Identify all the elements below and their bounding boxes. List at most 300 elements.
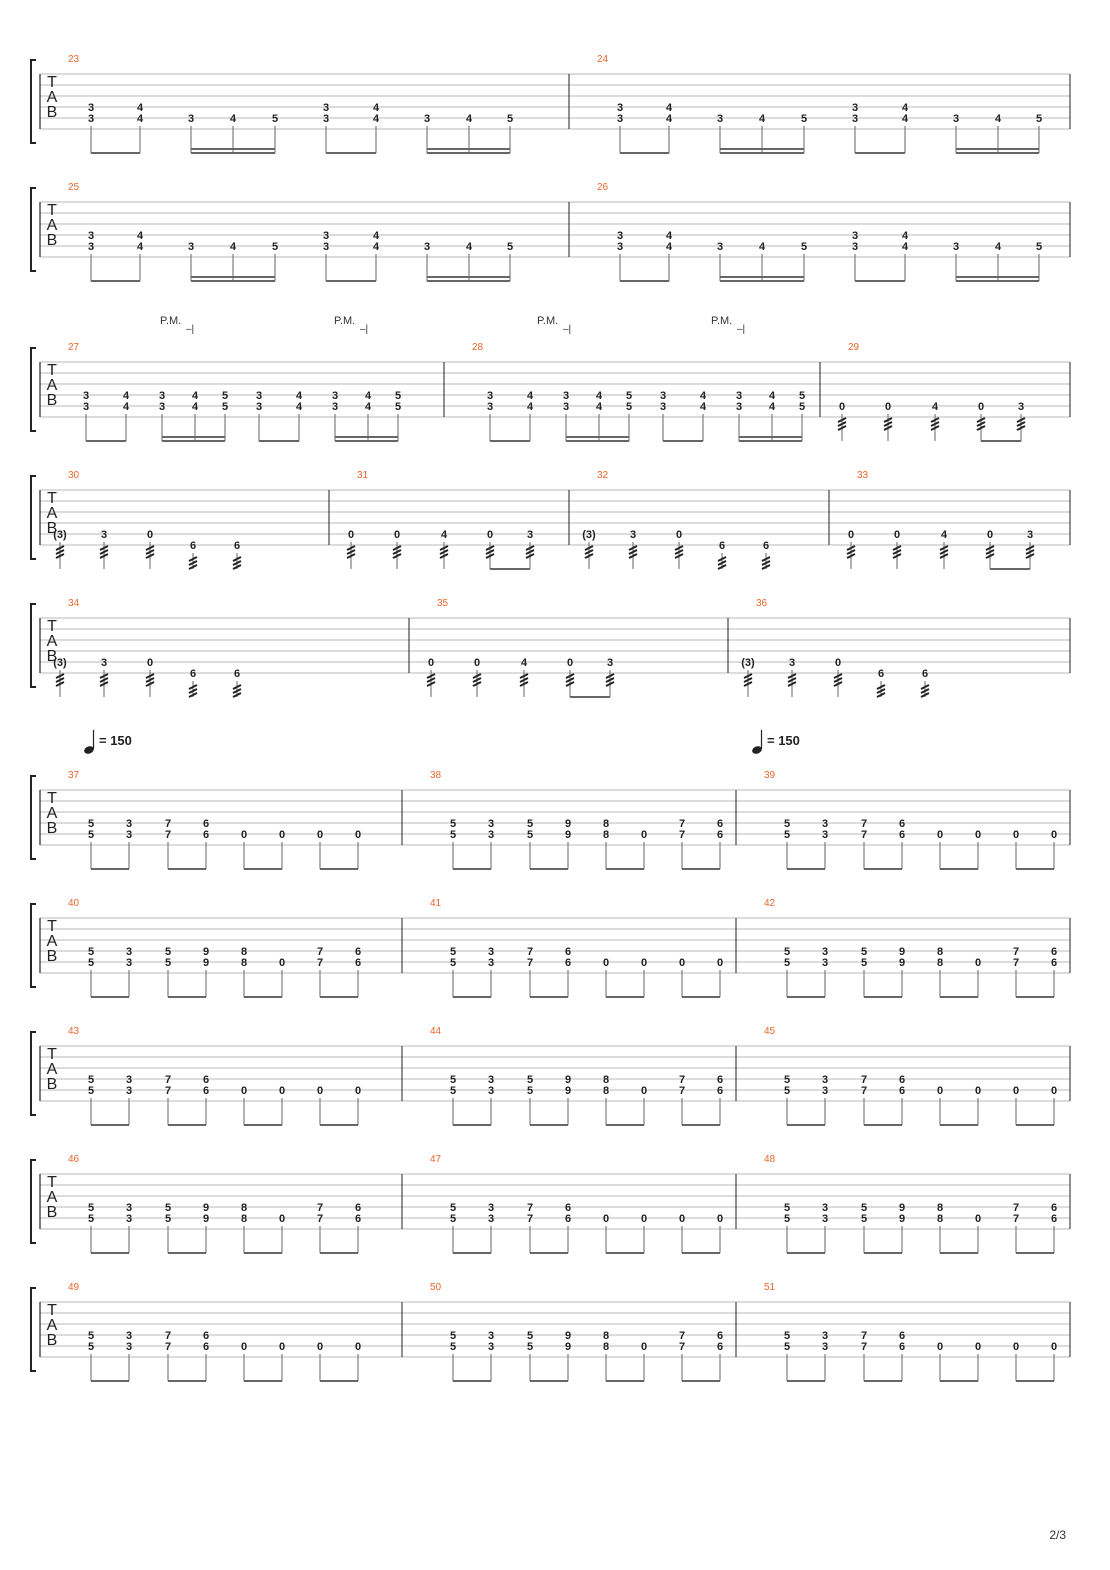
fret-number: 5 [449, 957, 457, 969]
fret-number: 3 [125, 1341, 133, 1353]
fret-number: 6 [716, 1085, 724, 1097]
fret-number: 0 [974, 1085, 982, 1097]
fret-number: 5 [783, 1341, 791, 1353]
fret-number: 3 [851, 102, 859, 114]
fret-number: 3 [487, 1213, 495, 1225]
fret-number: 8 [602, 1085, 610, 1097]
fret-number: 5 [394, 390, 402, 402]
fret-number: 9 [898, 946, 906, 958]
measure-number: 39 [764, 770, 776, 781]
fret-number: 5 [526, 1330, 534, 1342]
fret-number: 0 [354, 1341, 362, 1353]
measure-number: 45 [764, 1026, 776, 1037]
fret-number: 6 [1050, 957, 1058, 969]
fret-number: 6 [877, 668, 885, 680]
palm-mute-end: –| [563, 324, 572, 335]
fret-number: 3 [255, 401, 263, 413]
fret-number: 6 [716, 818, 724, 830]
fret-number: 0 [602, 1213, 610, 1225]
system-bracket [31, 776, 36, 859]
fret-number: 4 [595, 390, 603, 402]
fret-number: 0 [278, 957, 286, 969]
fret-number: 4 [372, 230, 380, 242]
measure-number: 35 [437, 598, 449, 609]
fret-number: 4 [768, 390, 776, 402]
fret-number: 5 [526, 829, 534, 841]
fret-number: 9 [202, 957, 210, 969]
measure-number: 48 [764, 1154, 776, 1165]
fret-number: 6 [921, 668, 929, 680]
fret-number: 3 [125, 1213, 133, 1225]
fret-number: 4 [526, 401, 534, 413]
fret-number: 3 [158, 401, 166, 413]
measure-number: 23 [68, 54, 80, 65]
fret-number: 3 [821, 818, 829, 830]
fret-number: 7 [316, 1202, 324, 1214]
measure-number: 51 [764, 1282, 776, 1293]
fret-number: 7 [164, 818, 172, 830]
fret-number: 9 [564, 1341, 572, 1353]
fret-number: 5 [783, 1074, 791, 1086]
fret-number: 0 [427, 657, 435, 669]
fret-number: 0 [1012, 1341, 1020, 1353]
fret-number: 8 [602, 829, 610, 841]
fret-number: 4 [758, 113, 766, 125]
fret-number: 5 [526, 1074, 534, 1086]
fret-number: 6 [354, 957, 362, 969]
fret-number: 5 [526, 1341, 534, 1353]
fret-number: 3 [125, 829, 133, 841]
fret-number: 4 [901, 241, 909, 253]
fret-number: 5 [87, 1085, 95, 1097]
measure-number: 49 [68, 1282, 80, 1293]
tab-clef-letter: A [46, 1061, 58, 1078]
fret-number: 4 [136, 241, 144, 253]
fret-number: 4 [520, 657, 528, 669]
fret-number: 8 [240, 1213, 248, 1225]
fret-number: 0 [977, 401, 985, 413]
fret-number: 0 [278, 1085, 286, 1097]
fret-number: 7 [678, 1074, 686, 1086]
fret-number: 3 [616, 113, 624, 125]
fret-number: 3 [735, 390, 743, 402]
fret-number: 4 [364, 390, 372, 402]
fret-number: 6 [564, 946, 572, 958]
fret-number: 0 [974, 957, 982, 969]
system-bracket [31, 476, 36, 559]
fret-number: 0 [354, 1085, 362, 1097]
palm-mute-label: P.M. [537, 315, 559, 327]
fret-number: 0 [838, 401, 846, 413]
fret-number: 0 [1050, 1341, 1058, 1353]
fret-number: 3 [322, 113, 330, 125]
fret-number: 8 [936, 957, 944, 969]
tab-clef-letter: T [47, 1302, 57, 1319]
fret-number: 4 [191, 390, 199, 402]
fret-number: (3) [53, 529, 67, 541]
fret-number: 9 [898, 1202, 906, 1214]
fret-number: 9 [564, 1330, 572, 1342]
fret-number: 3 [821, 946, 829, 958]
fret-number: 6 [898, 1074, 906, 1086]
measure-number: 28 [472, 342, 484, 353]
fret-number: 0 [716, 957, 724, 969]
fret-number: 6 [898, 1085, 906, 1097]
fret-number: 5 [449, 818, 457, 830]
fret-number: 4 [372, 102, 380, 114]
fret-number: 3 [851, 241, 859, 253]
fret-number: 4 [994, 113, 1002, 125]
fret-number: 5 [221, 401, 229, 413]
fret-number: 3 [562, 390, 570, 402]
fret-number: 7 [860, 1330, 868, 1342]
fret-number: 6 [202, 1074, 210, 1086]
fret-number: 0 [486, 529, 494, 541]
fret-number: 4 [665, 241, 673, 253]
measure-number: 36 [756, 598, 768, 609]
fret-number: 6 [716, 1341, 724, 1353]
fret-number: 7 [526, 946, 534, 958]
measure-number: 50 [430, 1282, 442, 1293]
fret-number: 8 [602, 1341, 610, 1353]
fret-number: 3 [125, 818, 133, 830]
palm-mute-label: P.M. [160, 315, 182, 327]
fret-number: 4 [122, 401, 130, 413]
fret-number: 5 [860, 946, 868, 958]
fret-number: 5 [87, 1330, 95, 1342]
fret-number: 3 [125, 946, 133, 958]
fret-number: 0 [278, 1341, 286, 1353]
fret-number: 4 [901, 113, 909, 125]
fret-number: 4 [136, 113, 144, 125]
fret-number: 5 [449, 1341, 457, 1353]
fret-number: 4 [191, 401, 199, 413]
system-bracket [31, 188, 36, 271]
fret-number: 4 [122, 390, 130, 402]
fret-number: 4 [758, 241, 766, 253]
fret-number: 3 [487, 818, 495, 830]
fret-number: 4 [994, 241, 1002, 253]
fret-number: 3 [322, 241, 330, 253]
palm-mute-end: –| [360, 324, 369, 335]
fret-number: 6 [716, 1074, 724, 1086]
fret-number: 5 [625, 401, 633, 413]
fret-number: 3 [659, 401, 667, 413]
fret-number: 5 [783, 1085, 791, 1097]
fret-number: 5 [798, 401, 806, 413]
fret-number: 5 [1035, 241, 1043, 253]
fret-number: 5 [449, 1085, 457, 1097]
fret-number: 0 [974, 1213, 982, 1225]
fret-number: 3 [87, 102, 95, 114]
fret-number: 3 [322, 230, 330, 242]
palm-mute-label: P.M. [334, 315, 356, 327]
fret-number: 0 [986, 529, 994, 541]
fret-number: 8 [936, 946, 944, 958]
fret-number: 3 [187, 241, 195, 253]
fret-number: 4 [665, 230, 673, 242]
fret-number: 6 [189, 540, 197, 552]
fret-number: 7 [1012, 1202, 1020, 1214]
fret-number: 3 [851, 230, 859, 242]
fret-number: 5 [800, 241, 808, 253]
fret-number: 3 [125, 1202, 133, 1214]
fret-number: 5 [506, 241, 514, 253]
fret-number: 5 [526, 1085, 534, 1097]
fret-number: 9 [564, 1074, 572, 1086]
measure-number: 40 [68, 898, 80, 909]
tab-clef-letter: A [46, 933, 58, 950]
fret-number: 4 [295, 401, 303, 413]
fret-number: 3 [659, 390, 667, 402]
fret-number: 0 [278, 1213, 286, 1225]
system-bracket [31, 904, 36, 987]
fret-number: 5 [783, 1330, 791, 1342]
tab-clef-letter: A [46, 633, 58, 650]
page-number: 2/3 [1049, 1528, 1066, 1542]
fret-number: 8 [602, 1074, 610, 1086]
fret-number: 5 [87, 818, 95, 830]
fret-number: 4 [768, 401, 776, 413]
tab-clef-letter: T [47, 490, 57, 507]
fret-number: 6 [354, 946, 362, 958]
measure-number: 32 [597, 470, 609, 481]
fret-number: 3 [322, 102, 330, 114]
tab-clef-letter: A [46, 1189, 58, 1206]
fret-number: 4 [665, 102, 673, 114]
fret-number: 0 [1012, 829, 1020, 841]
tab-clef-letter: B [46, 104, 58, 121]
fret-number: 5 [625, 390, 633, 402]
fret-number: 3 [821, 829, 829, 841]
fret-number: 4 [440, 529, 448, 541]
tab-clef-letter: T [47, 362, 57, 379]
fret-number: 3 [87, 113, 95, 125]
fret-number: 5 [221, 390, 229, 402]
fret-number: 3 [562, 401, 570, 413]
fret-number: 0 [354, 829, 362, 841]
fret-number: 7 [316, 957, 324, 969]
fret-number: 6 [716, 1330, 724, 1342]
fret-number: 3 [125, 957, 133, 969]
fret-number: 3 [486, 390, 494, 402]
fret-number: 0 [640, 829, 648, 841]
tab-clef-letter: T [47, 202, 57, 219]
fret-number: 3 [821, 1085, 829, 1097]
fret-number: 0 [316, 1341, 324, 1353]
fret-number: 0 [566, 657, 574, 669]
fret-number: 0 [716, 1213, 724, 1225]
system-bracket [31, 60, 36, 143]
fret-number: 8 [240, 946, 248, 958]
fret-number: 7 [526, 1213, 534, 1225]
fret-number: 3 [952, 241, 960, 253]
fret-number: 5 [87, 1213, 95, 1225]
fret-number: 6 [898, 818, 906, 830]
fret-number: 3 [100, 657, 108, 669]
system-bracket [31, 604, 36, 687]
fret-number: 3 [423, 113, 431, 125]
fret-number: 4 [465, 241, 473, 253]
measure-number: 47 [430, 1154, 442, 1165]
fret-number: 0 [974, 829, 982, 841]
fret-number: 4 [526, 390, 534, 402]
tab-clef-letter: A [46, 505, 58, 522]
fret-number: 3 [616, 230, 624, 242]
fret-number: 0 [347, 529, 355, 541]
fret-number: 3 [487, 1074, 495, 1086]
fret-number: 3 [158, 390, 166, 402]
fret-number: 3 [735, 401, 743, 413]
fret-number: 5 [449, 946, 457, 958]
measure-number: 43 [68, 1026, 80, 1037]
fret-number: 4 [699, 390, 707, 402]
fret-number: 7 [316, 946, 324, 958]
fret-number: 5 [783, 829, 791, 841]
fret-number: 7 [526, 1202, 534, 1214]
fret-number: 5 [87, 946, 95, 958]
fret-number: 5 [449, 829, 457, 841]
fret-number: 3 [87, 230, 95, 242]
fret-number: 4 [940, 529, 948, 541]
tempo-marking: = 150 [767, 733, 800, 748]
fret-number: (3) [582, 529, 596, 541]
fret-number: 9 [202, 946, 210, 958]
tab-clef-letter: T [47, 1174, 57, 1191]
fret-number: 3 [716, 113, 724, 125]
fret-number: 7 [860, 1341, 868, 1353]
fret-number: 4 [595, 401, 603, 413]
tab-clef-letter: B [46, 648, 58, 665]
fret-number: 3 [821, 1330, 829, 1342]
fret-number: 0 [240, 1341, 248, 1353]
fret-number: 0 [893, 529, 901, 541]
fret-number: 7 [164, 1085, 172, 1097]
fret-number: 5 [783, 946, 791, 958]
fret-number: 3 [125, 1074, 133, 1086]
tab-clef-letter: B [46, 1332, 58, 1349]
system-bracket [31, 1160, 36, 1243]
measure-number: 46 [68, 1154, 80, 1165]
fret-number: 8 [240, 1202, 248, 1214]
fret-number: 9 [564, 829, 572, 841]
fret-number: 5 [860, 1202, 868, 1214]
fret-number: 3 [487, 946, 495, 958]
palm-mute-label: P.M. [711, 315, 733, 327]
tab-clef-letter: B [46, 392, 58, 409]
fret-number: 3 [487, 1085, 495, 1097]
fret-number: 0 [1050, 1085, 1058, 1097]
fret-number: 7 [860, 1085, 868, 1097]
tab-clef-letter: A [46, 89, 58, 106]
fret-number: 3 [125, 1085, 133, 1097]
fret-number: 4 [229, 113, 237, 125]
fret-number: 0 [640, 1213, 648, 1225]
fret-number: 7 [678, 829, 686, 841]
measure-number: 33 [857, 470, 869, 481]
fret-number: 5 [87, 1074, 95, 1086]
fret-number: 7 [164, 829, 172, 841]
measure-number: 31 [357, 470, 369, 481]
fret-number: 4 [931, 401, 939, 413]
fret-number: 6 [716, 829, 724, 841]
fret-number: 0 [1050, 829, 1058, 841]
tab-clef-letter: T [47, 918, 57, 935]
fret-number: 0 [675, 529, 683, 541]
fret-number: 3 [125, 1330, 133, 1342]
fret-number: 3 [487, 957, 495, 969]
fret-number: 5 [526, 818, 534, 830]
fret-number: 3 [1017, 401, 1025, 413]
fret-number: 4 [372, 241, 380, 253]
measure-number: 27 [68, 342, 80, 353]
fret-number: 5 [164, 946, 172, 958]
fret-number: 4 [465, 113, 473, 125]
measure-number: 24 [597, 54, 609, 65]
fret-number: 4 [364, 401, 372, 413]
tab-clef-letter: T [47, 1046, 57, 1063]
fret-number: 7 [1012, 957, 1020, 969]
tab-clef-letter: A [46, 377, 58, 394]
fret-number: 5 [87, 1202, 95, 1214]
fret-number: 6 [202, 1341, 210, 1353]
fret-number: 3 [821, 1074, 829, 1086]
fret-number: 5 [164, 1213, 172, 1225]
fret-number: 6 [202, 829, 210, 841]
tab-clef-letter: A [46, 1317, 58, 1334]
system-bracket [31, 1288, 36, 1371]
fret-number: 3 [1026, 529, 1034, 541]
tab-clef-letter: T [47, 618, 57, 635]
tab-clef-letter: B [46, 1204, 58, 1221]
fret-number: 6 [898, 1341, 906, 1353]
fret-number: 0 [240, 829, 248, 841]
fret-number: 6 [762, 540, 770, 552]
fret-number: 8 [602, 1330, 610, 1342]
fret-number: 6 [1050, 1202, 1058, 1214]
fret-number: 3 [100, 529, 108, 541]
fret-number: 0 [640, 1341, 648, 1353]
fret-number: 5 [783, 818, 791, 830]
tab-clef-letter: A [46, 805, 58, 822]
fret-number: 8 [936, 1202, 944, 1214]
fret-number: 0 [393, 529, 401, 541]
fret-number: 3 [187, 113, 195, 125]
fret-number: (3) [53, 657, 67, 669]
measure-number: 41 [430, 898, 442, 909]
fret-number: 8 [240, 957, 248, 969]
fret-number: 7 [860, 818, 868, 830]
fret-number: 3 [331, 390, 339, 402]
fret-number: 9 [898, 1213, 906, 1225]
fret-number: 0 [847, 529, 855, 541]
fret-number: 0 [316, 829, 324, 841]
measure-number: 42 [764, 898, 776, 909]
fret-number: 5 [783, 1202, 791, 1214]
fret-number: 3 [87, 241, 95, 253]
fret-number: 3 [851, 113, 859, 125]
fret-number: 4 [372, 113, 380, 125]
fret-number: 4 [295, 390, 303, 402]
fret-number: 6 [202, 1330, 210, 1342]
fret-number: 0 [678, 1213, 686, 1225]
fret-number: 0 [278, 829, 286, 841]
palm-mute-end: –| [737, 324, 746, 335]
fret-number: 0 [240, 1085, 248, 1097]
tab-clef-letter: T [47, 790, 57, 807]
fret-number: 5 [449, 1330, 457, 1342]
fret-number: 7 [678, 1341, 686, 1353]
